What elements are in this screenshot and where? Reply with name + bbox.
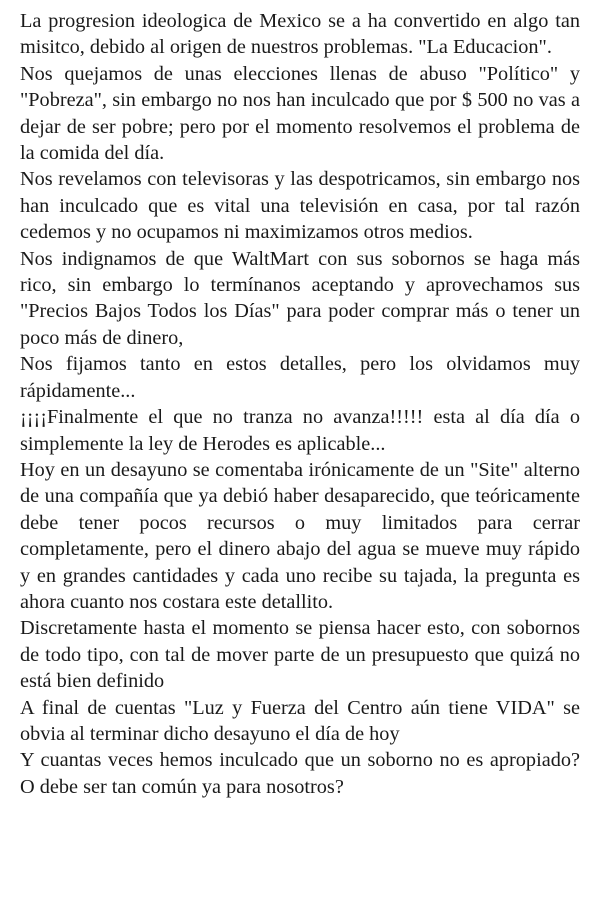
paragraph-10: Y cuantas veces hemos inculcado que un soborno no es apropiado? O debe ser tan común ya para nosotros? bbox=[20, 749, 580, 798]
paragraph-2: Nos quejamos de unas elecciones llenas de abuso "Político" y "Pobreza", sin embargo no nos han inculcado que por $ 500 no vas a dejar de ser pobre; pero por el momento resolvemos el problema de la comida del día. bbox=[20, 62, 580, 165]
paragraph-1: La progresion ideologica de Mexico se a ha convertido en algo tan misitco, debido al origen de nuestros problemas. "La Educacion". bbox=[20, 10, 580, 59]
paragraph-7: Hoy en un desayuno se comentaba irónicamente de un "Site" alterno de una compañía que ya debió haber desaparecido, que teóricamente debe tener pocos recursos o muy limitados para cerrar completamente, pero el dinero abajo del agua se mueve muy rápido y en grandes cantidades y cada uno recibe su tajada, la pregunta es ahora cuanto nos costara este detallito. bbox=[20, 458, 580, 613]
paragraph-5: Nos fijamos tanto en estos detalles, pero los olvidamos muy rápidamente... bbox=[20, 353, 580, 402]
paragraph-3: Nos revelamos con televisoras y las despotricamos, sin embargo nos han inculcado que es vital una televisión en casa, por tal razón cedemos y no ocupamos ni maximizamos otros medios. bbox=[20, 168, 580, 244]
paragraph-8: Discretamente hasta el momento se piensa hacer esto, con sobornos de todo tipo, con tal de mover parte de un presupuesto que quizá no está bien definido bbox=[20, 617, 580, 693]
document-body bbox=[20, 8, 580, 800]
paragraph-9: A final de cuentas "Luz y Fuerza del Centro aún tiene VIDA" se obvia al terminar dicho desayuno el día de hoy bbox=[20, 696, 580, 745]
paragraph-6: ¡¡¡¡Finalmente el que no tranza no avanza!!!!! esta al día día o simplemente la ley de Herodes es aplicable... bbox=[20, 406, 580, 455]
paragraph-4: Nos indignamos de que WaltMart con sus sobornos se haga más rico, sin embargo lo termínanos aceptando y aprovechamos sus "Precios Bajos Todos los Días" para poder comprar más o tener un poco más de dinero, bbox=[20, 247, 580, 349]
